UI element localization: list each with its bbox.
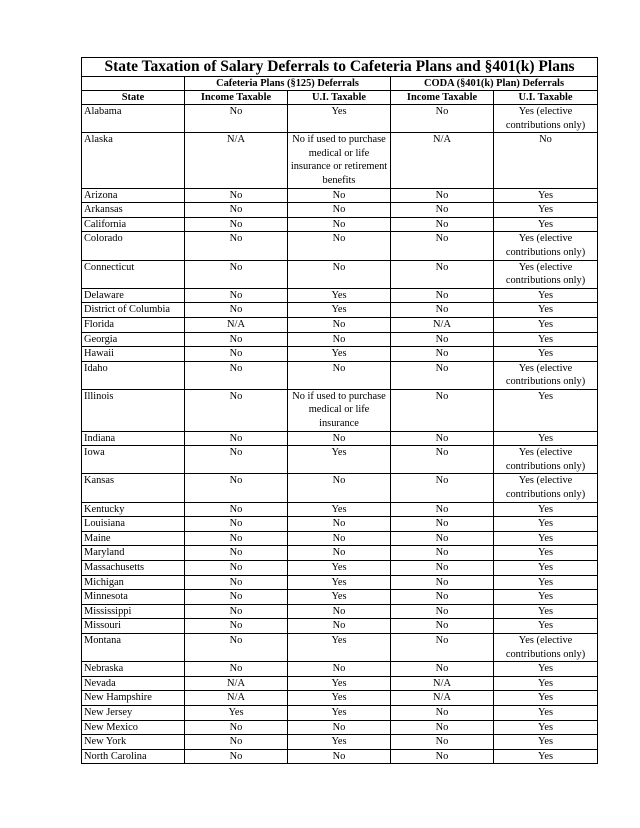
table-row bbox=[82, 575, 598, 590]
coda-income-cell: No bbox=[391, 502, 494, 517]
coda-ui-cell: Yes bbox=[494, 347, 598, 362]
blank-group-cell bbox=[82, 77, 185, 91]
cafeteria-income-cell: No bbox=[185, 502, 288, 517]
cafeteria-ui-cell: No bbox=[288, 662, 391, 677]
cafeteria-income-cell: No bbox=[185, 720, 288, 735]
cafeteria-ui-cell: Yes bbox=[288, 735, 391, 750]
coda-income-cell: No bbox=[391, 260, 494, 288]
coda-ui-cell: Yes bbox=[494, 188, 598, 203]
table-row bbox=[82, 531, 598, 546]
coda-income-cell: No bbox=[391, 705, 494, 720]
cafeteria-income-cell: No bbox=[185, 604, 288, 619]
coda-ui-cell: Yes bbox=[494, 502, 598, 517]
table-row bbox=[82, 317, 598, 332]
coda-ui-cell: Yes bbox=[494, 546, 598, 561]
coda-income-cell: No bbox=[391, 561, 494, 576]
cafeteria-income-cell: No bbox=[185, 517, 288, 532]
state-cell: New Jersey bbox=[82, 705, 185, 720]
state-cell: Mississippi bbox=[82, 604, 185, 619]
state-cell: Nebraska bbox=[82, 662, 185, 677]
coda-ui-cell: Yes bbox=[494, 203, 598, 218]
cafeteria-ui-cell: Yes bbox=[288, 446, 391, 474]
coda-income-cell: No bbox=[391, 303, 494, 318]
cafeteria-income-cell: Yes bbox=[185, 705, 288, 720]
coda-income-cell: N/A bbox=[391, 317, 494, 332]
coda-ui-cell: Yes bbox=[494, 691, 598, 706]
table-row bbox=[82, 502, 598, 517]
cafeteria-income-cell: No bbox=[185, 619, 288, 634]
cafeteria-income-cell: No bbox=[185, 389, 288, 431]
state-cell: Arizona bbox=[82, 188, 185, 203]
table-row bbox=[82, 546, 598, 561]
state-cell: Kentucky bbox=[82, 502, 185, 517]
table-row bbox=[82, 604, 598, 619]
cafeteria-income-cell: No bbox=[185, 431, 288, 446]
cafeteria-ui-cell: Yes bbox=[288, 347, 391, 362]
coda-ui-cell: Yes bbox=[494, 332, 598, 347]
table-row bbox=[82, 633, 598, 661]
cafeteria-ui-cell: No bbox=[288, 531, 391, 546]
coda-income-cell: No bbox=[391, 735, 494, 750]
coda-ui-column-header: U.I. Taxable bbox=[494, 91, 598, 105]
state-cell: District of Columbia bbox=[82, 303, 185, 318]
coda-income-cell: No bbox=[391, 633, 494, 661]
state-cell: Georgia bbox=[82, 332, 185, 347]
cafeteria-ui-cell: No bbox=[288, 188, 391, 203]
cafeteria-income-cell: No bbox=[185, 303, 288, 318]
coda-ui-cell: Yes bbox=[494, 517, 598, 532]
cafeteria-ui-cell: No bbox=[288, 720, 391, 735]
table-row bbox=[82, 590, 598, 605]
coda-ui-cell: Yes bbox=[494, 317, 598, 332]
cafeteria-ui-cell: No bbox=[288, 232, 391, 260]
cafeteria-income-cell: No bbox=[185, 575, 288, 590]
coda-income-column-header: Income Taxable bbox=[391, 91, 494, 105]
cafeteria-ui-cell: Yes bbox=[288, 633, 391, 661]
cafeteria-ui-cell: No bbox=[288, 749, 391, 764]
cafeteria-income-cell: No bbox=[185, 332, 288, 347]
table-row bbox=[82, 133, 598, 188]
state-cell: New York bbox=[82, 735, 185, 750]
coda-ui-cell: Yes bbox=[494, 720, 598, 735]
coda-ui-cell: Yes bbox=[494, 604, 598, 619]
cafeteria-ui-cell: No bbox=[288, 474, 391, 502]
state-cell: Florida bbox=[82, 317, 185, 332]
coda-ui-cell: Yes bbox=[494, 590, 598, 605]
table-row bbox=[82, 303, 598, 318]
table-row bbox=[82, 105, 598, 133]
state-cell: Kansas bbox=[82, 474, 185, 502]
cafeteria-ui-column-header: U.I. Taxable bbox=[288, 91, 391, 105]
coda-income-cell: No bbox=[391, 720, 494, 735]
table-row bbox=[82, 561, 598, 576]
coda-income-cell: N/A bbox=[391, 676, 494, 691]
coda-income-cell: No bbox=[391, 531, 494, 546]
table-row bbox=[82, 691, 598, 706]
cafeteria-ui-cell: No if used to purchase medical or life insurance bbox=[288, 389, 391, 431]
table-row bbox=[82, 735, 598, 750]
coda-ui-cell: Yes bbox=[494, 705, 598, 720]
table-row bbox=[82, 662, 598, 677]
coda-income-cell: No bbox=[391, 431, 494, 446]
cafeteria-ui-cell: Yes bbox=[288, 676, 391, 691]
coda-ui-cell: Yes (elective contributions only) bbox=[494, 105, 598, 133]
coda-ui-cell: No bbox=[494, 133, 598, 188]
cafeteria-income-cell: No bbox=[185, 105, 288, 133]
coda-ui-cell: Yes (elective contributions only) bbox=[494, 260, 598, 288]
cafeteria-ui-cell: Yes bbox=[288, 691, 391, 706]
state-cell: Arkansas bbox=[82, 203, 185, 218]
coda-income-cell: No bbox=[391, 474, 494, 502]
coda-income-cell: No bbox=[391, 662, 494, 677]
cafeteria-ui-cell: No bbox=[288, 431, 391, 446]
cafeteria-income-cell: No bbox=[185, 347, 288, 362]
cafeteria-income-cell: No bbox=[185, 546, 288, 561]
coda-income-cell: No bbox=[391, 575, 494, 590]
state-cell: Maryland bbox=[82, 546, 185, 561]
cafeteria-income-cell: No bbox=[185, 633, 288, 661]
cafeteria-income-cell: No bbox=[185, 361, 288, 389]
coda-ui-cell: Yes bbox=[494, 561, 598, 576]
coda-ui-cell: Yes bbox=[494, 303, 598, 318]
coda-income-cell: No bbox=[391, 203, 494, 218]
table-row bbox=[82, 217, 598, 232]
table-row bbox=[82, 676, 598, 691]
table-row bbox=[82, 749, 598, 764]
coda-ui-cell: Yes bbox=[494, 619, 598, 634]
coda-income-cell: No bbox=[391, 332, 494, 347]
coda-ui-cell: Yes (elective contributions only) bbox=[494, 446, 598, 474]
cafeteria-income-cell: No bbox=[185, 735, 288, 750]
cafeteria-ui-cell: No if used to purchase medical or life insurance or retirement benefits bbox=[288, 133, 391, 188]
coda-ui-cell: Yes (elective contributions only) bbox=[494, 232, 598, 260]
table-row bbox=[82, 431, 598, 446]
cafeteria-income-cell: No bbox=[185, 260, 288, 288]
cafeteria-ui-cell: No bbox=[288, 619, 391, 634]
cafeteria-income-cell: N/A bbox=[185, 676, 288, 691]
cafeteria-ui-cell: No bbox=[288, 332, 391, 347]
table-row bbox=[82, 517, 598, 532]
state-cell: Idaho bbox=[82, 361, 185, 389]
state-taxation-table bbox=[81, 57, 598, 764]
cafeteria-ui-cell: Yes bbox=[288, 575, 391, 590]
cafeteria-ui-cell: No bbox=[288, 361, 391, 389]
table-row bbox=[82, 446, 598, 474]
cafeteria-ui-cell: Yes bbox=[288, 561, 391, 576]
table-row bbox=[82, 389, 598, 431]
cafeteria-income-cell: No bbox=[185, 662, 288, 677]
coda-income-cell: No bbox=[391, 105, 494, 133]
coda-ui-cell: Yes (elective contributions only) bbox=[494, 474, 598, 502]
cafeteria-ui-cell: No bbox=[288, 260, 391, 288]
state-cell: New Mexico bbox=[82, 720, 185, 735]
cafeteria-ui-cell: Yes bbox=[288, 288, 391, 303]
coda-income-cell: No bbox=[391, 347, 494, 362]
coda-ui-cell: Yes bbox=[494, 217, 598, 232]
cafeteria-ui-cell: Yes bbox=[288, 303, 391, 318]
state-cell: Minnesota bbox=[82, 590, 185, 605]
document-page bbox=[81, 57, 597, 764]
cafeteria-income-cell: No bbox=[185, 446, 288, 474]
cafeteria-income-cell: No bbox=[185, 561, 288, 576]
cafeteria-ui-cell: Yes bbox=[288, 502, 391, 517]
coda-ui-cell: Yes bbox=[494, 662, 598, 677]
cafeteria-ui-cell: No bbox=[288, 604, 391, 619]
table-row bbox=[82, 232, 598, 260]
cafeteria-income-cell: No bbox=[185, 749, 288, 764]
state-cell: Maine bbox=[82, 531, 185, 546]
cafeteria-income-cell: No bbox=[185, 188, 288, 203]
cafeteria-group-header: Cafeteria Plans (§125) Deferrals bbox=[185, 77, 391, 91]
table-row bbox=[82, 332, 598, 347]
cafeteria-income-cell: N/A bbox=[185, 691, 288, 706]
state-cell: Alaska bbox=[82, 133, 185, 188]
coda-ui-cell: Yes bbox=[494, 749, 598, 764]
coda-income-cell: No bbox=[391, 217, 494, 232]
coda-income-cell: No bbox=[391, 517, 494, 532]
coda-income-cell: No bbox=[391, 619, 494, 634]
state-cell: Illinois bbox=[82, 389, 185, 431]
coda-income-cell: No bbox=[391, 590, 494, 605]
cafeteria-income-cell: N/A bbox=[185, 317, 288, 332]
state-column-header: State bbox=[82, 91, 185, 105]
coda-ui-cell: Yes bbox=[494, 575, 598, 590]
coda-income-cell: No bbox=[391, 604, 494, 619]
table-row bbox=[82, 203, 598, 218]
table-row bbox=[82, 288, 598, 303]
coda-income-cell: No bbox=[391, 361, 494, 389]
table-row bbox=[82, 720, 598, 735]
state-cell: Montana bbox=[82, 633, 185, 661]
coda-income-cell: N/A bbox=[391, 691, 494, 706]
coda-income-cell: No bbox=[391, 389, 494, 431]
state-cell: North Carolina bbox=[82, 749, 185, 764]
state-cell: Iowa bbox=[82, 446, 185, 474]
coda-income-cell: No bbox=[391, 288, 494, 303]
table-row bbox=[82, 260, 598, 288]
state-cell: Nevada bbox=[82, 676, 185, 691]
state-cell: New Hampshire bbox=[82, 691, 185, 706]
state-cell: Indiana bbox=[82, 431, 185, 446]
cafeteria-ui-cell: No bbox=[288, 546, 391, 561]
state-cell: Alabama bbox=[82, 105, 185, 133]
coda-ui-cell: Yes bbox=[494, 431, 598, 446]
coda-ui-cell: Yes (elective contributions only) bbox=[494, 361, 598, 389]
table-body bbox=[82, 105, 598, 764]
cafeteria-income-cell: No bbox=[185, 474, 288, 502]
cafeteria-income-cell: No bbox=[185, 590, 288, 605]
cafeteria-income-cell: No bbox=[185, 288, 288, 303]
cafeteria-income-cell: No bbox=[185, 232, 288, 260]
cafeteria-ui-cell: No bbox=[288, 517, 391, 532]
cafeteria-ui-cell: Yes bbox=[288, 590, 391, 605]
state-cell: Massachusetts bbox=[82, 561, 185, 576]
coda-ui-cell: Yes bbox=[494, 389, 598, 431]
state-cell: Colorado bbox=[82, 232, 185, 260]
coda-ui-cell: Yes bbox=[494, 735, 598, 750]
coda-ui-cell: Yes bbox=[494, 676, 598, 691]
coda-group-header: CODA (§401(k) Plan) Deferrals bbox=[391, 77, 598, 91]
coda-income-cell: No bbox=[391, 546, 494, 561]
cafeteria-income-column-header: Income Taxable bbox=[185, 91, 288, 105]
state-cell: Missouri bbox=[82, 619, 185, 634]
coda-income-cell: No bbox=[391, 188, 494, 203]
table-row bbox=[82, 474, 598, 502]
table-title: State Taxation of Salary Deferrals to Cafeteria Plans and §401(k) Plans bbox=[82, 58, 598, 77]
state-cell: Michigan bbox=[82, 575, 185, 590]
state-cell: Connecticut bbox=[82, 260, 185, 288]
coda-income-cell: No bbox=[391, 749, 494, 764]
cafeteria-income-cell: No bbox=[185, 531, 288, 546]
table-row bbox=[82, 361, 598, 389]
state-cell: Hawaii bbox=[82, 347, 185, 362]
cafeteria-ui-cell: No bbox=[288, 217, 391, 232]
state-cell: Delaware bbox=[82, 288, 185, 303]
cafeteria-ui-cell: No bbox=[288, 203, 391, 218]
coda-ui-cell: Yes bbox=[494, 288, 598, 303]
cafeteria-ui-cell: Yes bbox=[288, 705, 391, 720]
cafeteria-ui-cell: No bbox=[288, 317, 391, 332]
cafeteria-income-cell: N/A bbox=[185, 133, 288, 188]
coda-income-cell: No bbox=[391, 446, 494, 474]
coda-ui-cell: Yes bbox=[494, 531, 598, 546]
coda-ui-cell: Yes (elective contributions only) bbox=[494, 633, 598, 661]
table-row bbox=[82, 619, 598, 634]
state-cell: California bbox=[82, 217, 185, 232]
state-cell: Louisiana bbox=[82, 517, 185, 532]
cafeteria-income-cell: No bbox=[185, 217, 288, 232]
coda-income-cell: No bbox=[391, 232, 494, 260]
coda-income-cell: N/A bbox=[391, 133, 494, 188]
cafeteria-income-cell: No bbox=[185, 203, 288, 218]
table-row bbox=[82, 188, 598, 203]
table-row bbox=[82, 347, 598, 362]
table-row bbox=[82, 705, 598, 720]
cafeteria-ui-cell: Yes bbox=[288, 105, 391, 133]
